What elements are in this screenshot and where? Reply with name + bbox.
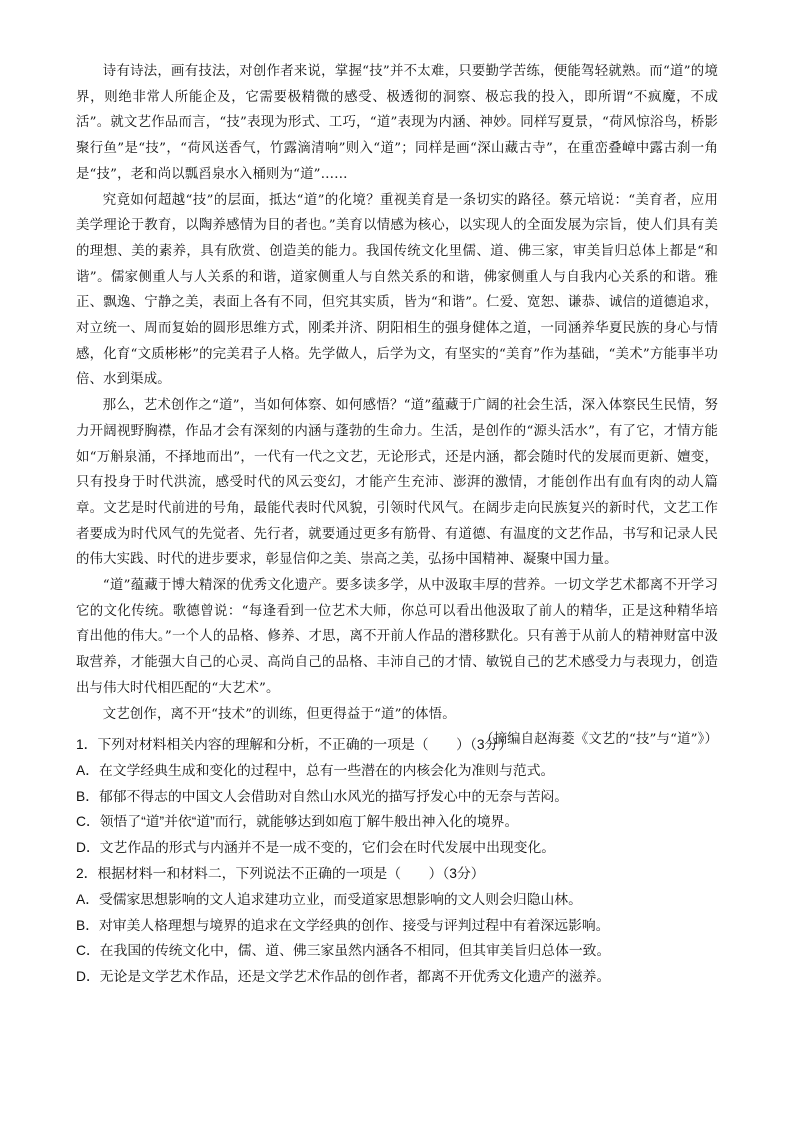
question-1-option-b: B．郁郁不得志的中国文人会借助对自然山水风光的描写抒发心中的无奈与苦闷。 (76, 788, 569, 804)
question-2-stem: 2．根据材料一和材料二，下列说法不正确的一项是（ ）（3分） (76, 865, 485, 881)
question-2-option-d: D．无论是文学艺术作品，还是文学艺术作品的创作者，都离不开优秀文化遗产的滋养。 (76, 969, 611, 985)
paragraph-2: 究竟如何超越“技”的层面，抵达“道”的化境？重视美育是一条切实的路径。蔡元培说：“美育者，应用美学理论于教育，以陶养感情为目的者也。”美育以情感为核心，以实现人的全面发展为宗旨，使人们具有美的理想、美的素养，具有欣赏、创造美的能力。我国传统文化里儒、道、佛三家，审美旨归总体上都是“和谐”。儒家侧重人与人关系的和谐，道家侧重人与自然关系的和谐，佛家侧重人与自我内心关系的和谐。雅正、飘逸、宁静之美，表面上各有不同，但究其实质，皆为“和谐”。仁爱、宽恕、谦恭、诚信的道德追求，对立统一、周而复始的圆形思维方式，刚柔并济、阴阳相生的强身健体之道，一同涵养华夏民族的身心与情感，化育“文质彬彬”的完美君子人格。先学做人，后学为文，有坚实的“美育”作为基础，“美术”方能事半功倍、水到渠成。 (76, 192, 718, 388)
question-1-stem: 1．下列对材料相关内容的理解和分析，不正确的一项是（ ）（3分） (76, 737, 513, 752)
question-1-option-a: A．在文学经典生成和变化的过程中，总有一些潜在的内核会化为准则与范式。 (76, 762, 555, 778)
question-1-option-c: C．领悟了“道”并依“道”而行，就能够达到如庖丁解牛般出神入化的境界。 (76, 814, 519, 830)
question-2-option-b: B．对审美人格理想与境界的追求在文学经典的创作、接受与评判过程中有着深远影响。 (76, 917, 610, 933)
paragraph-1: 诗有诗法，画有技法，对创作者来说，掌握“技”并不太难，只要勤学苦练，便能驾轻就熟。而“道”的境界，则绝非常人所能企及，它需要极精微的感受、极透彻的洞察、极忘我的投入，即所谓“不疯魔，不成活”。就文艺作品而言，“技”表现为形式、工巧，“道”表现为内涵、神妙。同样写夏景，“荷风惊浴鸟，桥影聚行鱼”是“技”，“荷风送香气，竹露滴清响”则入“道”；同样是画“深山藏古寺”，在重峦叠嶂中露古刹一角是“技”，老和尚以瓢舀泉水入桶则为“道”…… (76, 64, 718, 182)
source-citation: （摘编自赵海菱《文艺的“技”与“道”》） (480, 732, 718, 748)
paragraph-3: 那么，艺术创作之“道”，当如何体察、如何感悟？“道”蕴藏于广阔的社会生活，深入体察民生民情，努力开阔视野胸襟，作品才会有深刻的内涵与蓬勃的生命力。生活，是创作的“源头活水”，有了它，才情方能如“万斛泉涌，不择地而出”，一代有一代之文艺，无论形式，还是内涵，都会随时代的发展而更新、嬗变，只有投身于时代洪流，感受时代的风云变幻，才能产生充沛、澎湃的激情，才能创作出有血有肉的动人篇章。文艺是时代前进的号角，最能代表时代风貌，引领时代风气。在阔步走向民族复兴的新时代，文艺工作者要成为时代风气的先觉者、先行者，就要通过更多有筋骨、有道德、有温度的文艺作品，书写和记录人民的伟大实践、时代的进步要求，彰显信仰之美、崇高之美，弘扬中国精神、凝聚中国力量。 (76, 398, 718, 568)
questions (76, 732, 726, 990)
question-2-option-c: C．在我国的传统文化中，儒、道、佛三家虽然内涵各不相同，但其审美旨归总体一致。 (76, 943, 611, 959)
question-2-option-a: A．受儒家思想影响的文人追求建功立业，而受道家思想影响的文人则会归隐山林。 (76, 891, 582, 907)
passage (76, 59, 718, 753)
paragraph-5: 文艺创作，离不开“技术”的训练，但更得益于“道”的体悟。 (102, 706, 456, 722)
paragraph-4: “道”蕴藏于博大精深的优秀文化遗产。要多读多学，从中汲取丰厚的营养。一切文学艺术都离不开学习它的文化传统。歌德曾说：“每逢看到一位艺术大师，你总可以看出他汲取了前人的精华，正是这种精华培育出他的伟大。”一个人的品格、修养、才思，离不开前人作品的潜移默化。只有善于从前人的精神财富中汲取营养，才能强大自己的心灵、高尚自己的品格、丰沛自己的才情、敏锐自己的艺术感受力与表现力，创造出与伟大时代相匹配的“大艺术”。 (76, 578, 718, 696)
question-1-option-d: D．文艺作品的形式与内涵并不是一成不变的，它们会在时代发展中出现变化。 (76, 840, 556, 856)
